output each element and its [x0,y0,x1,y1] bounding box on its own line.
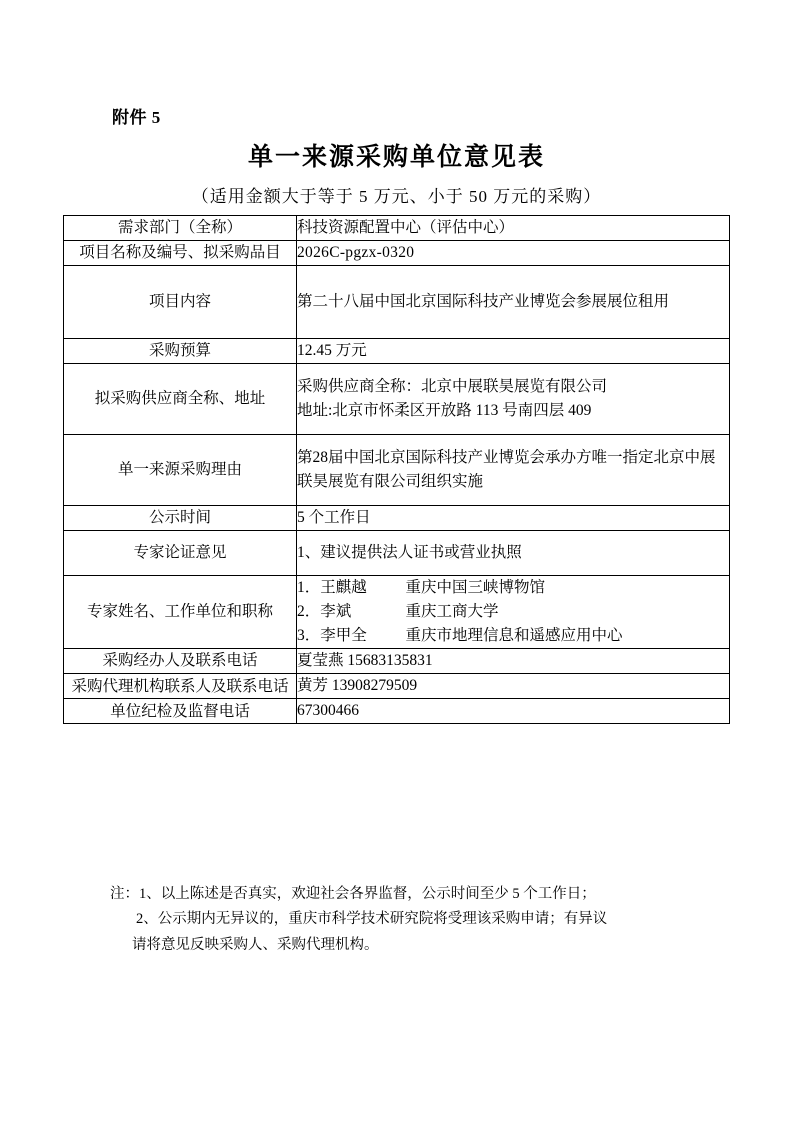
row-label-budget: 采购预算 [64,339,297,364]
page-subtitle: （适用金额大于等于 5 万元、小于 50 万元的采购） [191,187,602,206]
row-value-budget: 12.45 万元 [297,339,730,364]
expert-entry: 3．李甲全 重庆市地理信息和遥感应用中心 [297,627,623,645]
row-value-single-source-reason: 第28届中国北京国际科技产业博览会承办方唯一指定北京中展联昊展览有限公司组织实施 [297,435,730,506]
row-label-department: 需求部门（全称） [64,216,297,241]
row-value-project-name-code: 2026C-pgzx-0320 [297,241,730,266]
supplier-address-line: 地址:北京市怀柔区开放路 113 号南四层 409 [297,402,592,420]
table-row [64,435,730,506]
row-value-expert-info [297,576,730,649]
supplier-name-line: 采购供应商全称：北京中展联昊展览有限公司 [297,378,608,396]
row-label-single-source-reason: 单一来源采购理由 [64,435,297,506]
footnote-line-2: 2、公示期内无异议的，重庆市科学技术研究院将受理该采购申请；有异议 [136,911,608,928]
row-value-expert-opinion: 1、建议提供法人证书或营业执照 [297,531,730,576]
row-value-project-content: 第二十八届中国北京国际科技产业博览会参展展位租用 [297,266,730,339]
row-value-agency-contact: 黄芳 13908279509 [297,674,730,699]
row-label-purchaser-contact: 采购经办人及联系电话 [64,649,297,674]
row-label-supplier: 拟采购供应商全称、地址 [64,364,297,435]
footnote-line-3: 请将意见反映采购人、采购代理机构。 [132,936,379,953]
row-value-department: 科技资源配置中心（评估中心） [297,216,730,241]
row-label-publicity-period: 公示时间 [64,506,297,531]
row-value-purchaser-contact: 夏莹燕 15683135831 [297,649,730,674]
row-label-expert-opinion: 专家论证意见 [64,531,297,576]
table-row [64,506,730,531]
table-row [64,649,730,674]
footnote-line-1: 注：1、以上陈述是否真实，欢迎社会各界监督，公示时间至少 5 个工作日； [110,886,596,902]
table-row [64,699,730,724]
table-row [64,339,730,364]
table-row [64,674,730,699]
row-value-publicity-period: 5 个工作日 [297,506,730,531]
table-row [64,576,730,649]
opinion-form-table [63,215,730,724]
table-row [64,531,730,576]
table-row [64,266,730,339]
page-title: 单一来源采购单位意见表 [247,144,545,171]
row-value-supplier [297,364,730,435]
expert-entry: 1．王麒越 重庆中国三峡博物馆 [297,579,546,597]
row-label-expert-info: 专家姓名、工作单位和职称 [64,576,297,649]
row-label-agency-contact: 采购代理机构联系人及联系电话 [64,674,297,699]
table-row [64,216,730,241]
table-row [64,241,730,266]
row-value-supervision-phone: 67300466 [297,699,730,724]
row-label-project-name-code: 项目名称及编号、拟采购品目 [64,241,297,266]
expert-entry: 2．李斌 重庆工商大学 [297,603,499,621]
attachment-label: 附件 5 [112,108,161,127]
row-label-project-content: 项目内容 [64,266,297,339]
footnotes [110,882,730,958]
table-row [64,364,730,435]
row-label-supervision-phone: 单位纪检及监督电话 [64,699,297,724]
